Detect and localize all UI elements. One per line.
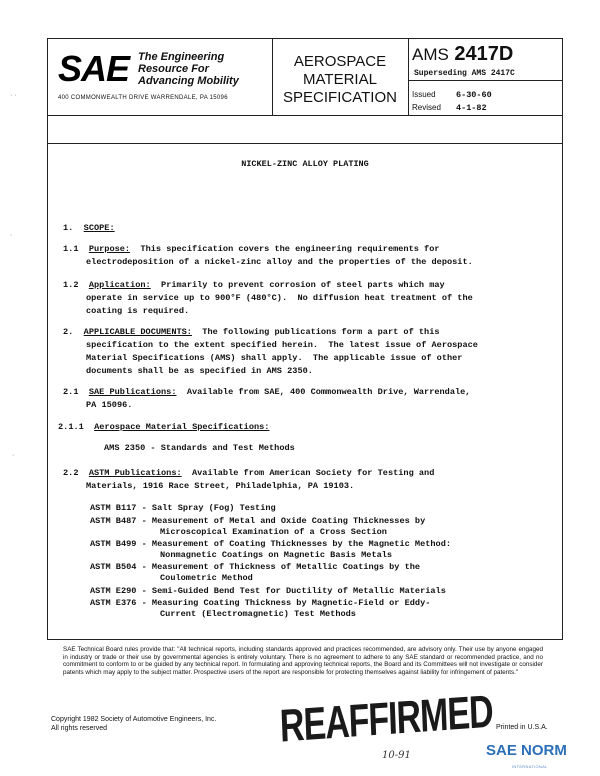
list-item-continued: Coulometric Method [160,573,253,583]
reference-item: AMS 2350 - Standards and Test Methods [104,443,295,453]
scan-speck: · [12,452,15,459]
section-2-1-text: PA 15096. [86,400,133,410]
handwritten-date: 10-91 [382,750,411,761]
ams-number: AMS 2417D [412,43,514,65]
sae-logo: SAE [58,48,130,89]
section-1-2-text: operate in service up to 900°F (480°C). No diffusion heat treatment of the [86,293,473,303]
sae-address: 400 COMMONWEALTH DRIVE WARRENDALE, PA 15096 [58,95,228,101]
reaffirmed-stamp: REAFFIRMED [278,686,494,753]
section-2-text: documents shall be as specified in AMS 2350. [86,366,313,376]
list-item-continued: Microscopical Examination of a Cross Section [160,527,387,537]
section-2-1-1: 2.1.1 Aerospace Material Specifications: [58,422,270,432]
list-item: ASTM B487 - Measurement of Metal and Oxide Coating Thicknesses by [90,516,426,526]
sae-tagline: The Engineering Resource For Advancing Mobility [138,51,239,87]
section-1-2: 1.2 Application: Primarily to prevent corrosion of steel parts which may [63,280,445,290]
legal-notice: SAE Technical Board rules provide that: "All technical reports, including standards approved and practices recommended, are advisory only. Their use by anyone engaged in industry or trade or their use by governmental agencies is entirely voluntary. There is no agreement to adhere to any SAE standard or recommended practice, and no commitment to conform to or be guided by any technical report. In formulating and approving technical reports, the Board and its Committees will not investigate or consider patents which may apply to the subject matter. Prospective users of the report are responsible for protecting themselves against liability for infringement of patents." [63,646,543,676]
section-2-1: 2.1 SAE Publications: Available from SAE, 400 Commonwealth Drive, Warrendale, [63,387,471,397]
list-item-continued: Current (Electromagnetic) Test Methods [160,609,356,619]
sae-norm-subtitle: INTERNATIONAL [512,764,548,769]
header-doc-number [408,39,562,115]
section-1-1-text: electrodeposition of a nickel-zinc alloy and the properties of the deposit. [86,257,473,267]
list-item-continued: Nonmagnetic Coatings on Magnetic Basis Metals [160,550,393,560]
sae-norm-watermark: SAE NORM [486,742,567,759]
printed-note: Printed in U.S.A. [496,724,548,731]
list-item: ASTM E376 - Measuring Coating Thickness by Magnetic-Field or Eddy- [90,598,431,608]
revised-row: Revised 4-1-82 [412,103,487,113]
list-item: ASTM B504 - Measurement of Thickness of Metallic Coatings by the [90,562,421,572]
list-item: ASTM B117 - Salt Spray (Fog) Testing [90,503,276,513]
section-2: 2. APPLICABLE DOCUMENTS: The following publications form a part of this [63,327,440,337]
document-frame [47,38,563,640]
list-item: ASTM E290 - Semi-Guided Bend Test for Ductility of Metallic Materials [90,586,446,596]
section-2-text: Material Specifications (AMS) shall apply. The applicable issue of other [86,353,463,363]
divider [408,80,562,81]
issued-row: Issued 6-30-60 [412,90,492,100]
section-1-1: 1.1 Purpose: This specification covers the engineering requirements for [63,244,440,254]
header-doc-type: AEROSPACE MATERIAL SPECIFICATION [272,39,409,115]
divider [48,143,562,144]
section-2-2: 2.2 ASTM Publications: Available from American Society for Testing and [63,468,435,478]
list-item: ASTM B499 - Measurement of Coating Thicknesses by the Magnetic Method: [90,539,452,549]
section-1-2-text: coating is required. [86,306,190,316]
divider [48,115,562,116]
section-1: 1. SCOPE: [63,223,115,233]
copyright: Copyright 1982 Society of Automotive Engineers, Inc. All rights reserved [51,716,217,732]
superseding-note: Superseding AMS 2417C [414,69,515,78]
document-title: NICKEL-ZINC ALLOY PLATING [241,159,369,169]
scan-speck: · · [10,92,17,99]
section-2-text: specification to the extent specified herein. The latest issue of Aerospace [86,340,478,350]
section-2-2-text: Materials, 1916 Race Street, Philadelphia, PA 19103. [86,481,355,491]
header-logo-block [48,39,273,115]
scan-speck: · [10,232,13,239]
